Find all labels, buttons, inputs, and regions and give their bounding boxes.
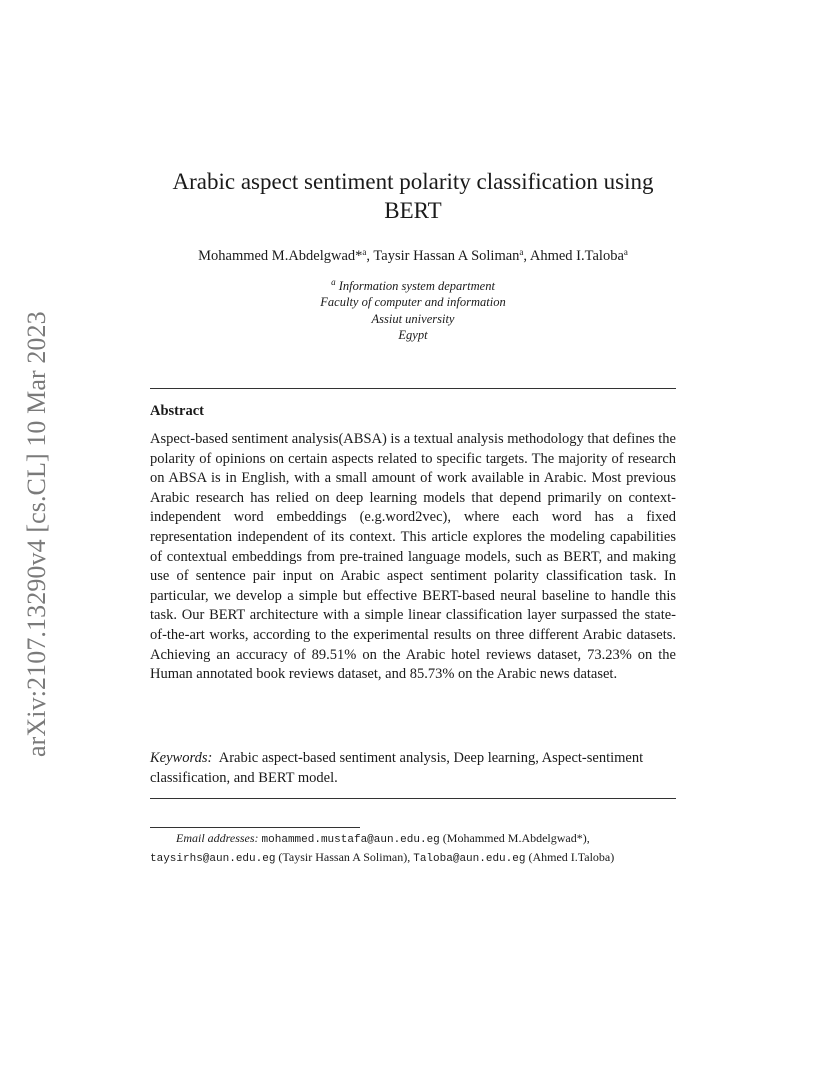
email-owner: (Mohammed M.Abdelgwad*), [442,831,590,845]
footnote-label: Email addresses: [176,831,259,845]
email-link[interactable]: mohammed.mustafa@aun.edu.eg [261,834,440,846]
affiliation-block [150,278,676,343]
author-list: Mohammed M.Abdelgwad*$^a$, Taysir Hassan A Soliman$^a$, Ahmed I.Taloba$^a$ [198,247,628,264]
paper-title: Arabic aspect sentiment polarity classification using BERT [172,169,654,223]
email-link[interactable]: taysirhs@aun.edu.eg [150,853,276,865]
author-name: Ahmed I.Taloba [529,248,624,264]
affiliation-marker: a [331,277,336,287]
abstract-heading: Abstract [150,403,204,419]
abstract-top-rule [150,388,676,389]
email-link[interactable]: Taloba@aun.edu.eg [413,853,526,865]
email-owner: (Ahmed I.Taloba) [528,850,615,864]
keywords-block [150,749,676,788]
abstract-text: Aspect-based sentiment analysis(ABSA) is a textual analysis methodology that defines the polarity of opinions on certain aspects related to specific targets. The majority of research on ABSA is in English, with a small amount of work available in Arabic. Most previous Arabic research has relied on deep learning models that depend primarily on context-independent word embeddings (e.g.word2vec), where each word has a fixed representation independent of its context. This article explores the modeling capabilities of contextual embeddings from pre-trained language models, such as BERT, and making use of sentence pair input on Arabic aspect sentiment polarity classification task. In particular, we develop a simple but effective BERT-based neural baseline to handle this task. Our BERT architecture with a simple linear classification layer surpassed the state-of-the-art works, according to the experimental results on three different Arabic datasets. Achieving an accuracy of 89.51% on the Arabic hotel reviews dataset, 73.23% on the Human annotated book reviews dataset, and 85.73% on the Arabic news dataset. [150,431,676,683]
author-name: Taysir Hassan A Soliman [373,248,520,264]
author-name: Mohammed M.Abdelgwad* [198,248,363,264]
arxiv-identifier-stamp [17,285,57,757]
author-affiliation-marker: a [623,247,628,257]
abstract-bottom-rule [150,798,676,799]
affiliation-line: Assiut university [371,311,455,326]
arxiv-identifier-text: arXiv:2107.13290v4 [cs.CL] 10 Mar 2023 [22,311,51,757]
email-owner: (Taysir Hassan A Soliman), [278,850,411,864]
affiliation-line: $^a$ Information system department [331,277,495,293]
affiliation-line: Egypt [398,327,428,342]
affiliation-line: Faculty of computer and information [320,295,506,310]
footnote-rule [150,827,360,828]
keywords-text: Arabic aspect-based sentiment analysis, Deep learning, Aspect-sentiment classification, and BERT model. [150,750,644,786]
author-affiliation-marker: a [362,247,367,257]
email-footnote [150,830,676,868]
author-affiliation-marker: a [519,247,524,257]
keywords-label: Keywords: [150,750,213,766]
